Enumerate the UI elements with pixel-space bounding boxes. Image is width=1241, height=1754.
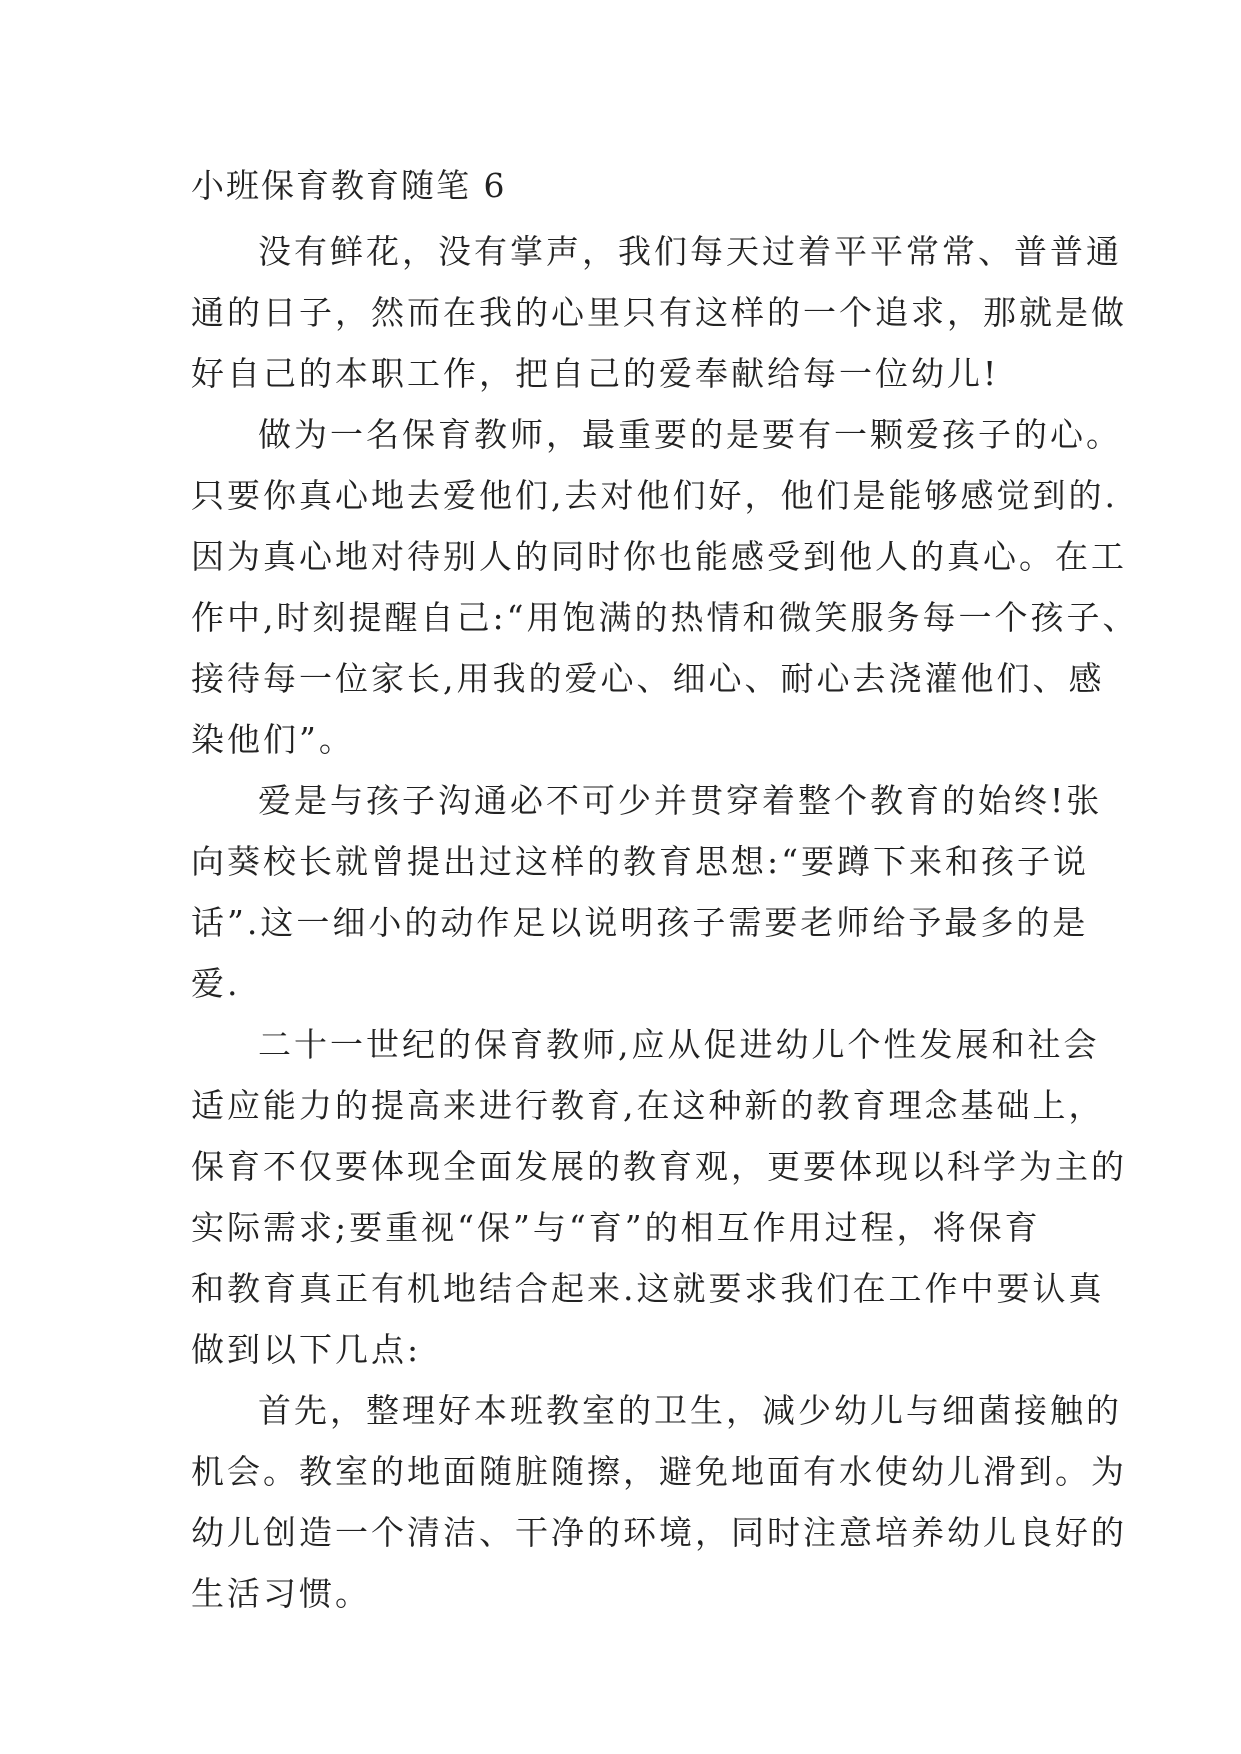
text-line: 爱. <box>191 964 241 1003</box>
document-title: 小班保育教育随笔 6 <box>191 166 507 205</box>
text-line: 保育不仅要体现全面发展的教育观，更要体现以科学为主的 <box>191 1147 1127 1186</box>
document-body <box>191 221 1139 1624</box>
text-line: 适应能力的提高来进行教育,在这种新的教育理念基础上， <box>191 1086 1105 1125</box>
text-line: 做为一名保育教师，最重要的是要有一颗爱孩子的心。 <box>258 415 1122 454</box>
text-line: 接待每一位家长,用我的爱心、细心、耐心去浇灌他们、感 <box>191 659 1105 698</box>
text-line: 实际需求;要重视“保”与“育”的相互作用过程，将保育 <box>191 1208 1041 1247</box>
text-line: 爱是与孩子沟通必不可少并贯穿着整个教育的始终!张 <box>258 781 1103 820</box>
text-line: 只要你真心地去爱他们,去对他们好，他们是能够感觉到的. <box>191 476 1118 515</box>
text-line: 幼儿创造一个清洁、干净的环境，同时注意培养幼儿良好的 <box>191 1513 1127 1552</box>
text-line: 通的日子，然而在我的心里只有这样的一个追求，那就是做 <box>191 293 1127 332</box>
text-line: 话”.这一细小的动作足以说明孩子需要老师给予最多的是 <box>191 903 1089 942</box>
text-line: 因为真心地对待别人的同时你也能感受到他人的真心。在工 <box>191 537 1127 576</box>
text-line: 染他们”。 <box>191 720 355 759</box>
text-line: 机会。教室的地面随脏随擦，避免地面有水使幼儿滑到。为 <box>191 1452 1127 1491</box>
text-line: 做到以下几点: <box>191 1330 422 1369</box>
text-line: 首先，整理好本班教室的卫生，减少幼儿与细菌接触的 <box>258 1391 1122 1430</box>
text-line: 没有鲜花，没有掌声，我们每天过着平平常常、普普通 <box>258 232 1122 271</box>
text-line: 生活习惯。 <box>191 1574 371 1613</box>
text-line: 作中,时刻提醒自己:“用饱满的热情和微笑服务每一个孩子、 <box>191 598 1139 637</box>
text-line: 和教育真正有机地结合起来.这就要求我们在工作中要认真 <box>191 1269 1105 1308</box>
text-line: 向葵校长就曾提出过这样的教育思想:“要蹲下来和孩子说 <box>191 842 1089 881</box>
text-line: 好自己的本职工作，把自己的爱奉献给每一位幼儿! <box>191 354 1000 393</box>
text-line: 二十一世纪的保育教师,应从促进幼儿个性发展和社会 <box>258 1025 1100 1064</box>
